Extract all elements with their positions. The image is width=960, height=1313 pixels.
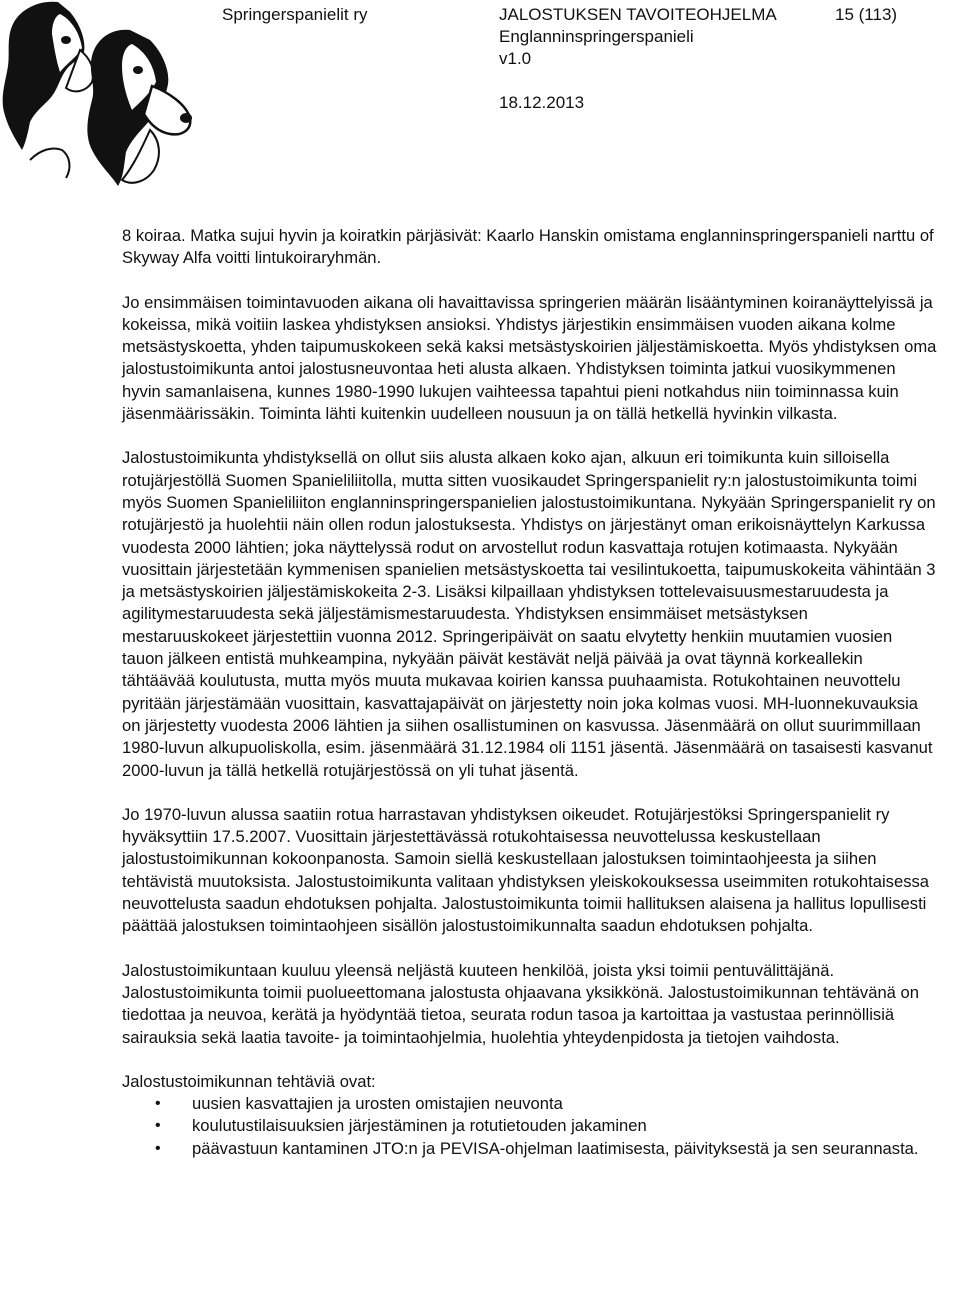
header-organization: Springerspanielit ry [222, 5, 368, 24]
body-paragraph: 8 koiraa. Matka sujui hyvin ja koiratkin pärjäsivät: Kaarlo Hanskin omistama englanninspringerspanieli narttu of Skyway Alfa voitti lintukoiraryhmän. [122, 226, 934, 268]
header-page-number: 15 (113) [835, 5, 898, 24]
list-item-text: koulutustilaisuuksien järjestäminen ja rotutietouden jakaminen [192, 1116, 647, 1136]
two-springer-spaniel-heads-logo-icon [0, 0, 195, 190]
list-item [122, 1115, 937, 1137]
bullet-icon: • [155, 1117, 161, 1135]
body-paragraph: Jalostustoimikunta yhdistyksellä on ollut siis alusta alkaen koko ajan, alkuun eri toimikunta kuin silloisella rotujärjestöllä Suomen Spanieliliitolla, mutta sitten vuosikaudet Springerspanielit ry:n jalostustoimikunta toimi myös Suomen Spanieliliiton englanninspringerspanielien jalostustoimikuntana. Nykyään Springerspanielit ry on rotujärjestö ja huolehtii näin ollen rodun jalostuksesta. Yhdistys on järjestänyt oman erikoisnäyttelyn Karkussa vuodesta 2000 lähtien; joka näyttelyssä rodut on arvostellut rodun kasvattaja rotujen kotimaasta. Nykyään vuosittain järjestetään kymmenisen spanielien metsästyskoetta tai vesilintukoetta, taipumuskokeita vähintään 3 ja metsästyskoirien jäljestämiskokeita 2-3. Lisäksi kilpaillaan yhdistyksen tottelevaisuusmestaruudesta ja agilitymestaruudesta sekä jäljestämismestaruudesta. Yhdistyksen ensimmäiset metsästyksen mestaruuskokeet järjestettiin vuonna 2012. Springeripäivät on saatu elvytetty henkiin muutamien vuosien tauon jälkeen entistä muhkeampina, nykyään päivät kestävät neljä päivää ja ovat täynnä korkeallekin tähtäävää koulutusta, mutta myös muuta mukavaa koirien kanssa puuhaamista. Rotukohtainen neuvottelu pyritään järjestämään vuosittain, kasvattajapäivät on järjestetty noin joka kolmas vuosi. MH-luonnekuvauksia on järjestetty vuodesta 2006 lähtien ja siihen osallistuminen on kasvussa. Jäsenmäärä on ollut suurimmillaan 1980-luvun alkupuoliskolla, esim. jäsenmäärä 31.12.1984 oli 1151 jäsentä. Jäsenmäärä on tasaisesti kasvanut 2000-luvun ja tällä hetkellä rotujärjestössä on yli tuhat jäsentä. [122, 448, 936, 780]
tasks-list [122, 1093, 937, 1160]
body-paragraph: Jalostustoimikuntaan kuuluu yleensä neljästä kuuteen henkilöä, joista yksi toimii pentuvälittäjänä. Jalostustoimikunta toimii puolueettomana jalostusta ohjaavana yksikkönä. Jalostustoimikunnan tehtävänä on tiedottaa ja neuvoa, kerätä ja hyödyntää tietoa, seurata rodun tasoa ja kartoittaa ja vastustaa perinnöllisiä sairauksia sekä laatia tavoite- ja toimintaohjelmia, huolehtia yhteydenpidosta ja tietojen vaihdosta. [122, 960, 919, 1047]
bullet-icon: • [155, 1095, 161, 1113]
header-breed: Englanninspringerspanieli [499, 27, 694, 46]
header-date: 18.12.2013 [499, 93, 585, 112]
list-item [122, 1093, 937, 1115]
bullet-icon: • [155, 1139, 161, 1157]
list-item [122, 1138, 937, 1160]
list-item-text: päävastuun kantaminen JTO:n ja PEVISA-ohjelman laatimisesta, päivityksestä ja sen seurannasta. [192, 1138, 919, 1158]
header-center-block [499, 4, 777, 70]
list-item-text: uusien kasvattajien ja urosten omistajien neuvonta [192, 1094, 563, 1114]
body-paragraph: Jo 1970-luvun alussa saatiin rotua harrastavan yhdistyksen oikeudet. Rotujärjestöksi Springerspanielit ry hyväksyttiin 17.5.2007. Vuosittain järjestettävässä rotukohtaisessa neuvottelussa keskustellaan jalostustoimikunnan kokoonpanosta. Samoin siellä keskustellaan jalostuksen toimintaohjeesta ja siihen tehtävistä muutoksista. Jalostustoimikunta valitaan yhdistyksen yleiskokouksessa useimmiten rotukohtaisessa neuvottelusta saadun ehdotuksen pohjalta. Jalostustoimikunta toimii hallituksen alaisena ja hallitus lopullisesti päättää jalostuksen toimintaohjeen sisällön jalostustoimikunnalta saadun ehdotuksen pohjalta. [122, 804, 930, 936]
document-body [122, 225, 937, 1160]
tasks-intro: Jalostustoimikunnan tehtäviä ovat: [122, 1071, 376, 1091]
header-version: v1.0 [499, 49, 532, 68]
body-paragraph: Jo ensimmäisen toimintavuoden aikana oli havaittavissa springerien määrän lisääntyminen koiranäyttelyissä ja kokeissa, mikä voitiin laskea yhdistyksen ansioksi. Yhdistys järjestikin ensimmäisen vuoden aikana kolme metsästyskoetta, yhden taipumuskokeen sekä kaksi metsästyskoirien jäljestämiskoetta. Myös yhdistyksen oma jalostustoimikunta antoi jalostusneuvontaa heti alusta alkaen. Yhdistyksen toiminta jatkui vuosikymmenen hyvin samanlaisena, kunnes 1980-1990 lukujen vaihteessa tapahtui pieni notkahdus niin toiminnassa kuin jäsenmäärissäkin. Toiminta lähti kuitenkin uudelleen nousuun ja on tällä hetkellä hyvinkin vilkasta. [122, 292, 937, 424]
header-document-title: JALOSTUKSEN TAVOITEOHJELMA [499, 5, 777, 24]
